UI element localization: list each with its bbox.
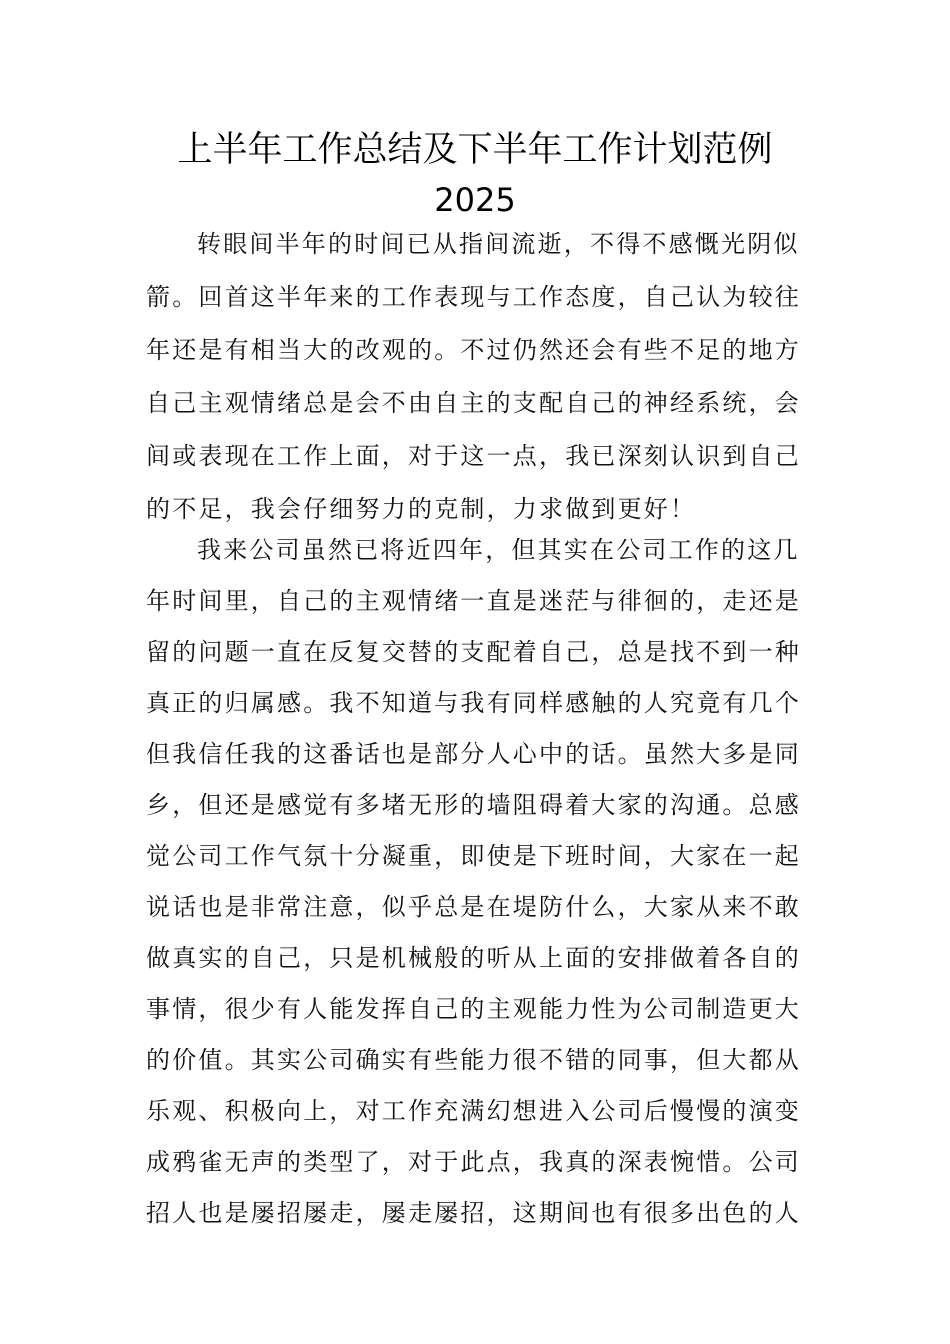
paragraph-2-line-1: 我来公司虽然已将近四年，但其实在公司工作的这几 xyxy=(197,536,800,564)
paragraph-2-line-7: 觉公司工作气氛十分凝重，即使是下班时间，大家在一起 xyxy=(146,842,801,870)
paragraph-2-line-6: 乡，但还是感觉有多堵无形的墙阻碍着大家的沟通。总感 xyxy=(146,791,801,819)
paragraph-1-line-2: 箭。回首这半年来的工作表现与工作态度，自己认为较往 xyxy=(146,283,801,311)
document-title: 上半年工作总结及下半年工作计划范例 xyxy=(177,130,773,170)
paragraph-2-line-10: 事情，很少有人能发挥自己的主观能力性为公司制造更大 xyxy=(146,995,801,1023)
document-title-year: 2025 xyxy=(434,181,516,219)
paragraph-2-line-2: 年时间里，自己的主观情绪一直是迷茫与徘徊的，走还是 xyxy=(146,587,801,615)
paragraph-2-line-3: 留的问题一直在反复交替的支配着自己，总是找不到一种 xyxy=(146,638,801,666)
paragraph-1-line-1: 转眼间半年的时间已从指间流逝，不得不感慨光阴似 xyxy=(197,230,800,258)
paragraph-2-line-11: 的价值。其实公司确实有些能力很不错的同事，但大都从 xyxy=(146,1046,801,1074)
paragraph-1-line-5: 间或表现在工作上面，对于这一点，我已深刻认识到自己 xyxy=(146,442,801,470)
paragraph-1-line-3: 年还是有相当大的改观的。不过仍然还会有些不足的地方 xyxy=(146,336,801,364)
paragraph-2-line-5: 但我信任我的这番话也是部分人心中的话。虽然大多是同 xyxy=(146,740,801,768)
paragraph-1-line-6: 的不足，我会仔细努力的克制，力求做到更好！ xyxy=(146,495,697,523)
paragraph-2-line-8: 说话也是非常注意，似乎总是在堤防什么，大家从来不敢 xyxy=(146,893,801,921)
paragraph-2-line-13: 成鸦雀无声的类型了，对于此点，我真的深表惋惜。公司 xyxy=(146,1148,801,1176)
paragraph-2-line-9: 做真实的自己，只是机械般的听从上面的安排做着各自的 xyxy=(146,944,801,972)
paragraph-2-line-4: 真正的归属感。我不知道与我有同样感触的人究竟有几个 xyxy=(146,689,801,717)
paragraph-2-line-14: 招人也是屡招屡走，屡走屡招，这期间也有很多出色的人 xyxy=(146,1199,801,1227)
paragraph-2-line-12: 乐观、积极向上，对工作充满幻想进入公司后慢慢的演变 xyxy=(146,1097,801,1125)
paragraph-1-line-4: 自己主观情绪总是会不由自主的支配自己的神经系统，会 xyxy=(146,389,801,417)
